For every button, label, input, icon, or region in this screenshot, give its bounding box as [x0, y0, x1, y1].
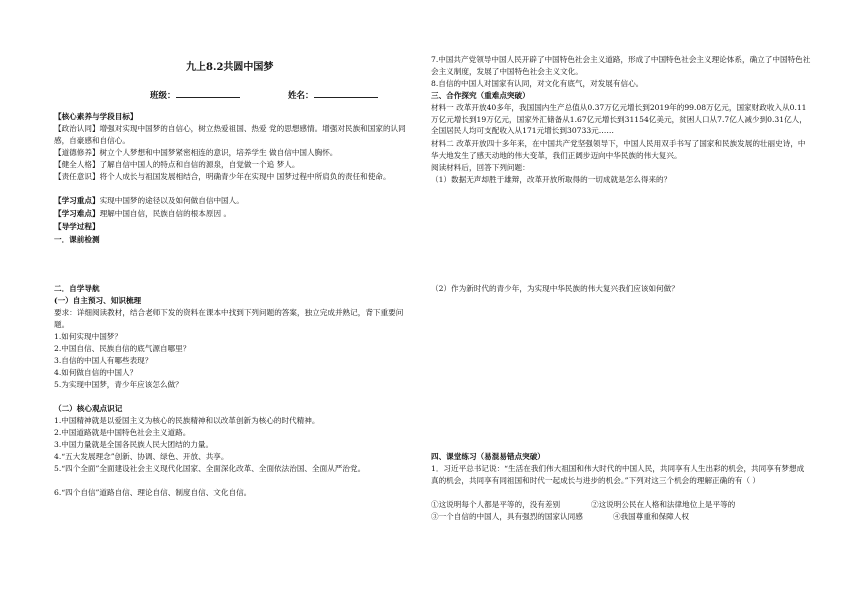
- options-row: [431, 511, 689, 523]
- goal-item: 【健全人格】了解自信中国人的特点和自信的源泉，自觉做一个追 梦人。: [54, 160, 300, 169]
- section-practice: 四、课堂练习（易混易错点突破）: [431, 452, 545, 461]
- goal-item: 【责任意识】将个人成长与祖国发展相结合，明确青少年在实现中 国梦过程中所肩负的责任和使命。: [54, 172, 391, 181]
- point-item: 6.“四个自信”道路自信、理论自信、制度自信、文化自信。: [54, 488, 252, 497]
- difficult-point: [54, 208, 231, 220]
- process-heading: 【导学过程】: [54, 222, 100, 231]
- option-item: ②这说明公民在人格和法律地位上是平等的: [591, 500, 736, 509]
- point-item: 2.中国道路就是中国特色社会主义道路。: [54, 428, 191, 437]
- difficult-text: 理解中国自信，民族自信的根本原因 。: [99, 209, 232, 218]
- key-point: [54, 195, 244, 207]
- requirement-text: 要求：详细阅读教材，结合老师下发的资料在课本中找到下列问题的答案，独立完成并熟记，背下重要问题。: [54, 308, 404, 329]
- section-cooperation: 三、合作探究（重难点突破）: [431, 91, 530, 100]
- class-label: 班级：: [150, 91, 176, 101]
- point-item: 1.中国精神就是以爱国主义为核心的民族精神和以改革创新为核心的时代精神。: [54, 416, 320, 425]
- question-item: 4.如何做自信的中国人？: [54, 368, 138, 377]
- name-field: [288, 88, 378, 101]
- page-title: 九上8.2共圆中国梦: [186, 62, 274, 73]
- question-two: （2）作为新时代的青少年，为实现中华民族的伟大复兴我们应该如何做？: [431, 284, 679, 293]
- goal-item: 【政治认同】增强对实现中国梦的自信心，树立热爱祖国、热爱 党的思想感情。增强对民族和国家的认同感，自豪感和自信心。: [54, 124, 406, 145]
- point-item: 7.中国共产党领导中国人民开辟了中国特色社会主义道路，形成了中国特色社会主义理论体系，确立了中国特色社会主义制度，发展了中国特色社会主义文化。: [431, 55, 811, 76]
- option-item: ④我国尊重和保障人权: [613, 512, 689, 521]
- point-item: 3.中国力量就是全国各民族人民大团结的力量。: [54, 440, 214, 449]
- goals-heading: 【核心素养与学段目标】: [54, 112, 138, 121]
- class-field: [150, 88, 240, 101]
- section-pretest: 一．课前检测: [54, 235, 100, 244]
- section-self-study: 二．自学导航: [54, 284, 100, 293]
- option-item: ①这说明每个人都是平等的，没有差别: [431, 500, 561, 509]
- read-prompt: 阅读材料后，回答下列问题：: [431, 163, 530, 172]
- point-item: 5.“四个全面”全面建设社会主义现代化国家、全面深化改革、全面依法治国、全面从严治党。: [54, 464, 366, 473]
- point-item: 8.自信的中国人对国家有认同，对文化有底气，对发展有信心。: [431, 79, 644, 88]
- difficult-label: 【学习难点】: [54, 209, 100, 218]
- name-label: 姓名：: [288, 91, 314, 101]
- key-label: 【学习重点】: [54, 196, 100, 205]
- goal-item: 【道德修养】树立个人梦想和中国梦紧密相连的意识，培养学生 做自信中国人胸怀。: [54, 148, 338, 157]
- exercise-one: 1．习近平总书记说：“生活在我们伟大祖国和伟大时代的中国人民，共同享有人生出彩的机会，共同享有梦想成真的机会，共同享有同祖国和时代一起成长与进步的机会。”下列对这三个机会的理解正确的有（ ）: [431, 464, 805, 485]
- question-item: 1.如何实现中国梦？: [54, 332, 122, 341]
- question-item: 5.为实现中国梦，青少年应该怎么做？: [54, 380, 183, 389]
- key-text: 实现中国梦的途径以及如何做自信中国人。: [99, 196, 244, 205]
- subsection-key-points: （二）核心观点识记: [54, 404, 123, 413]
- material-one: 材料一 改革开放40多年，我国国内生产总值从0.37万亿元增长到2019年的99.08万亿元，国家财政收入从0.11万亿元增长到19万亿元，国家外汇储备从1.67亿元增长到31154亿美元，贫困人口从7.7亿人减少到0.31亿人，全国居民人均可支配收入从171元增长到30733元……: [431, 103, 807, 136]
- name-blank[interactable]: [314, 88, 378, 98]
- material-two: 材料二 改革开放四十多年来，在中国共产党坚强领导下，中国人民用双手书写了国家和民族发展的壮丽史诗，中华大地发生了感天动地的伟大变革，我们正阔步迈向中华民族的伟大复兴。: [431, 139, 806, 160]
- subsection-preview: (一）自主预习、知识梳理: [54, 296, 142, 305]
- option-item: ③一个自信的中国人，具有强烈的国家认同感: [431, 512, 583, 521]
- question-item: 2.中国自信、民族自信的底气源自哪里？: [54, 344, 191, 353]
- point-item: 4.“五大发展理念”创新、协调、绿色、开放、共享。: [54, 452, 229, 461]
- question-item: 3.自信的中国人有哪些表现？: [54, 356, 153, 365]
- options-row: [431, 499, 735, 511]
- question-one: （1）数据无声却胜于雄辩，改革开放所取得的一切成就是怎么得来的？: [431, 175, 672, 184]
- class-blank[interactable]: [176, 88, 240, 98]
